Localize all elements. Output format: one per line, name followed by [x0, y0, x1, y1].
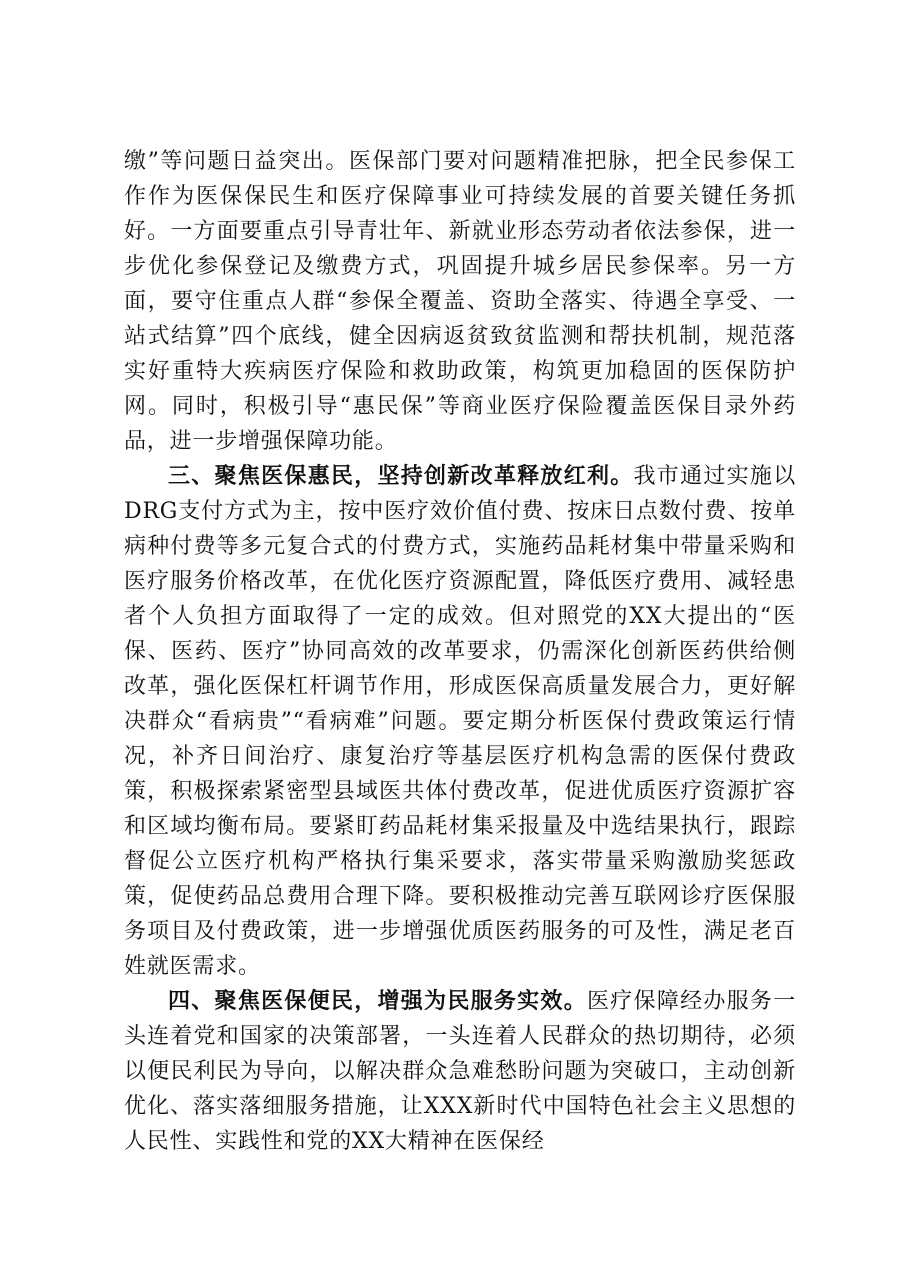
paragraph-body: 医疗保障经办服务一头连着党和国家的决策部署，一头连着人民群众的热切期待，必须以便民利民为导向，以解决群众急难愁盼问题为突破口，主动创新优化、落实落细服务措施，让XXX新时代中国特色社会主义思想的人民性、实践性和党的XX大精神在医保经 — [124, 989, 796, 1154]
paragraph-body: 缴”等问题日益突出。医保部门要对问题精准把脉，把全民参保工作作为医保保民生和医疗保障事业可持续发展的首要关键任务抓好。一方面要重点引导青壮年、新就业形态劳动者依法参保，进一步优化参保登记及缴费方式，巩固提升城乡居民参保率。另一方面，要守住重点人群“参保全覆盖、资助全落实、待遇全享受、一站式结算”四个底线，健全因病返贫致贫监测和帮扶机制，规范落实好重特大疾病医疗保险和救助政策，构筑更加稳固的医保防护网。同时，积极引导“惠民保”等商业医疗保险覆盖医保目录外药品，进一步增强保障功能。 — [124, 149, 796, 454]
section-four-heading: 四、聚焦医保便民，增强为民服务实效。 — [168, 988, 587, 1014]
section-three-heading: 三、聚焦医保惠民，坚持创新改革释放红利。 — [168, 463, 634, 489]
paragraph-continuation — [124, 144, 796, 459]
document-page — [124, 144, 796, 1159]
paragraph-section-four — [124, 984, 796, 1159]
paragraph-section-three — [124, 459, 796, 984]
paragraph-body: 我市通过实施以DRG支付方式为主，按中医疗效价值付费、按床日点数付费、按单病种付费等多元复合式的付费方式，实施药品耗材集中带量采购和医疗服务价格改革，在优化医疗资源配置，降低医疗费用、减轻患者个人负担方面取得了一定的成效。但对照党的XX大提出的“医保、医药、医疗”协同高效的改革要求，仍需深化创新医药供给侧改革，强化医保杠杆调节作用，形成医保高质量发展合力，更好解决群众“看病贵”“看病难”问题。要定期分析医保付费政策运行情况，补齐日间治疗、康复治疗等基层医疗机构急需的医保付费政策，积极探索紧密型县域医共体付费改革，促进优质医疗资源扩容和区域均衡布局。要紧盯药品耗材集采报量及中选结果执行，跟踪督促公立医疗机构严格执行集采要求，落实带量采购激励奖惩政策，促使药品总费用合理下降。要积极推动完善互联网诊疗医保服务项目及付费政策，进一步增强优质医药服务的可及性，满足老百姓就医需求。 — [124, 464, 796, 979]
